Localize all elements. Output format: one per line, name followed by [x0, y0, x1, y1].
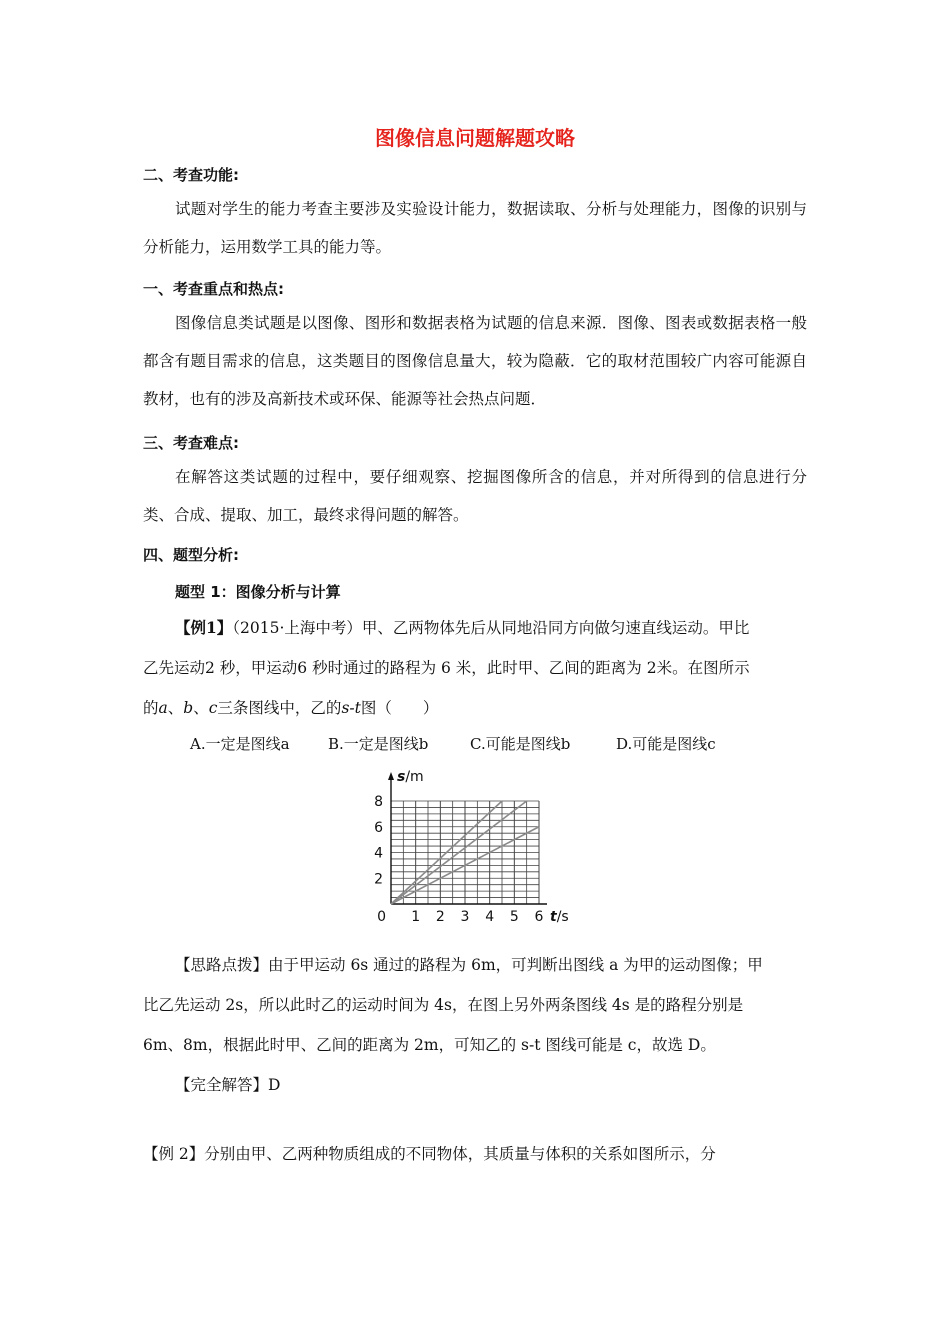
question-type-heading: 题型 1：图像分析与计算 [175, 583, 341, 601]
example1-line1 [175, 616, 749, 638]
choice-c: C.可能是图线b [470, 735, 571, 753]
example1-tag: 【例1】 [175, 618, 233, 637]
choice-a: A.一定是图线a [190, 735, 290, 753]
section-body-focus: 图像信息类试题是以图像、图形和数据表格为试题的信息来源．图像、图表或数据表格一般都含有题目需求的信息，这类题目的图像信息量大，较为隐蔽．它的取材范围较广内容可能源自教材，也有的涉及高新技术或环保、能源等社会热点问题． [143, 314, 807, 408]
x-tick-label: 1 [411, 909, 421, 925]
separator-2: 、 [193, 699, 209, 717]
example1-body-line1: （2015·上海中考）甲、乙两物体先后从同地沿同方向做匀速直线运动。甲比 [232, 619, 750, 637]
x-tick-label: 4 [485, 909, 495, 925]
y-tick-label: 6 [374, 819, 383, 836]
example1-text-c: 图（ ） [360, 699, 439, 717]
var-a: a [158, 699, 168, 717]
y-axis-arrow [388, 772, 394, 780]
answer-value: D [268, 1076, 281, 1094]
example2-line [143, 1142, 716, 1164]
x-tick-label: 3 [460, 909, 470, 925]
section-heading-function: 二、考查功能: [143, 166, 239, 184]
hint-body-line3: 6m、8m，根据此时甲、乙间的距离为 2m，可知乙的 s-t 图线可能是 c，故选 D。 [143, 1036, 716, 1054]
x-tick-label: 5 [509, 909, 519, 925]
var-b: b [183, 699, 194, 717]
answer-line [175, 1073, 280, 1095]
choice-d: D.可能是图线c [616, 735, 716, 753]
y-tick-label: 8 [374, 794, 383, 810]
x-axis-label: t/s [550, 909, 569, 925]
example2-body: 分别由甲、乙两种物质组成的不同物体，其质量与体积的关系如图所示，分 [204, 1145, 716, 1163]
example1-line3 [143, 696, 438, 718]
example1-text-a: 的 [143, 699, 159, 717]
var-c: c [208, 699, 218, 717]
y-tick-label: 4 [374, 845, 383, 862]
separator-1: 、 [167, 699, 184, 717]
example1-body-line2: 乙先运动2 秒，甲运动6 秒时通过的路程为 6 米，此时甲、乙间的距离为 2米。在图所示 [143, 659, 750, 677]
hint-tag: 【思路点拨】 [175, 956, 269, 974]
section-heading-analysis: 四、题型分析: [143, 546, 239, 564]
y-axis-label: s/m [397, 769, 424, 785]
x-tick-label: 6 [534, 909, 544, 925]
st-chart [364, 768, 584, 928]
section-heading-difficulty: 三、考查难点: [143, 434, 239, 452]
choice-b: B.一定是图线b [328, 735, 429, 753]
answer-tag: 【完全解答】 [175, 1076, 269, 1094]
x-tick-label: 2 [435, 909, 445, 925]
example1-text-b: 三条图线中，乙的 [217, 699, 342, 717]
chart-grid [391, 801, 539, 904]
origin-label: 0 [377, 909, 386, 925]
hint-line1 [175, 953, 763, 975]
hint-body-line1: 由于甲运动 6s 通过的路程为 6m，可判断出图线 a 为甲的运动图像；甲 [268, 956, 763, 974]
section-body-function: 试题对学生的能力考查主要涉及实验设计能力，数据读取、分析与处理能力，图像的识别与分析能力，运用数学工具的能力等。 [143, 200, 807, 256]
section-heading-focus: 一、考查重点和热点: [143, 280, 284, 298]
section-body-difficulty: 在解答这类试题的过程中，要仔细观察、挖掘图像所含的信息，并对所得到的信息进行分类、合成、提取、加工，最终求得问题的解答。 [143, 468, 807, 524]
choices-row [190, 733, 716, 754]
example2-tag: 【例 2】 [143, 1145, 205, 1163]
hint-body-line2: 比乙先运动 2s，所以此时乙的运动时间为 4s，在图上另外两条图线 4s 是的路程分别是 [143, 996, 744, 1014]
y-tick-label: 2 [374, 871, 383, 888]
var-st: s-t [341, 699, 361, 717]
document-title: 图像信息问题解题攻略 [375, 126, 575, 150]
